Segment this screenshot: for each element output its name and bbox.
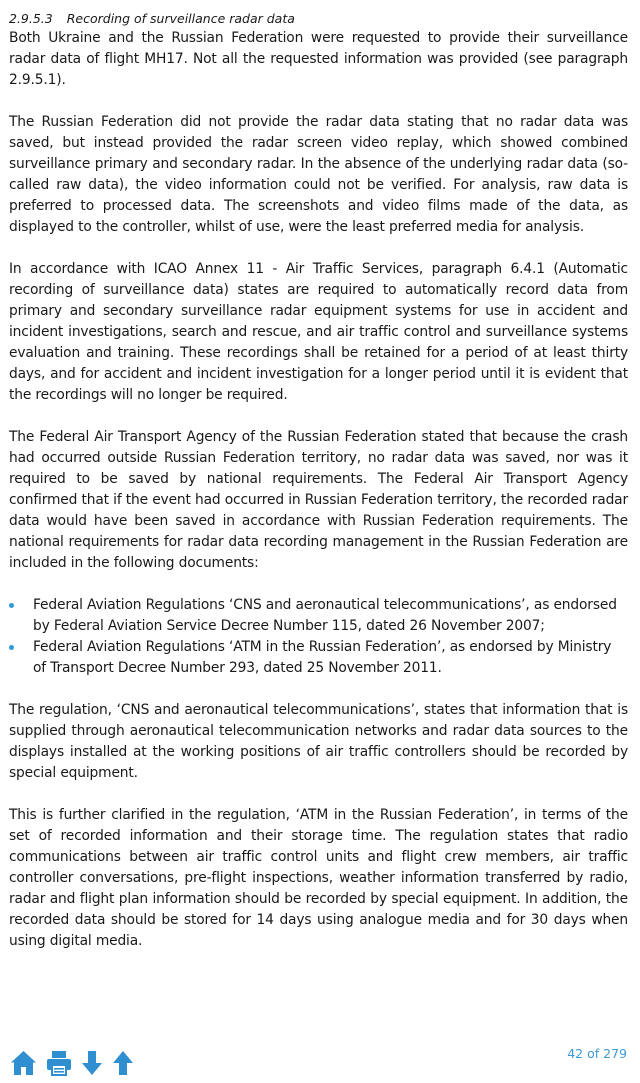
bullet-dot [9, 645, 14, 650]
list-item-text: Federal Aviation Regulations ‘ATM in the Russian Federation’, as endorsed by Ministry of Transport Decree Number 293, dated 25 November 2011. [33, 639, 612, 676]
paragraph-6: This is further clarified in the regulation, ‘ATM in the Russian Federation’, in terms of the set of recorded information and their storage time. The regulation states that radio communications between air traffic control units and flight crew members, air traffic controller conversations, pre-flight inspections, weather information transferred by radio, radar and flight plan information should be recorded by special equipment. In addition, the recorded data should be stored for 14 days using analogue media and for 30 days when using digital media. [9, 807, 628, 949]
document-page [9, 10, 628, 973]
arrow-up-icon[interactable] [112, 1050, 134, 1080]
list-item [9, 637, 628, 679]
regulations-list [9, 595, 628, 679]
paragraph-4: The Federal Air Transport Agency of the Russian Federation stated that because the crash had occurred outside Russian Federation territory, no radar data was saved, nor was it required to be saved by national requirements. The Federal Air Transport Agency confirmed that if the event had occurred in Russian Federation territory, the recorded radar data would have been saved in accordance with Russian Federation requirements. The national requirements for radar data recording management in the Russian Federation are included in the following documents: [9, 429, 628, 571]
list-item-text: Federal Aviation Regulations ‘CNS and aeronautical telecommunications’, as endorsed by Federal Aviation Service Decree Number 115, dated 26 November 2007; [33, 597, 617, 634]
section-title: Recording of surveillance radar data [66, 11, 295, 26]
print-icon[interactable] [46, 1050, 72, 1080]
bullet-dot [9, 603, 14, 608]
section-number: 2.9.5.3 [9, 11, 53, 26]
home-icon[interactable] [10, 1050, 37, 1080]
nav-icon-group [10, 1050, 134, 1080]
footer-nav [0, 1040, 640, 1083]
paragraph-5: The regulation, ‘CNS and aeronautical telecommunications’, states that information that is supplied through aeronautical telecommunication networks and radar data sources to the displays installed at the working positions of air traffic controllers should be recorded by special equipment. [9, 702, 628, 781]
paragraph-3: In accordance with ICAO Annex 11 - Air Traffic Services, paragraph 6.4.1 (Automatic recording of surveillance data) states are required to automatically record data from primary and secondary surveillance radar equipment systems for use in accident and incident investigations, search and rescue, and air traffic control and surveillance systems evaluation and training. These recordings shall be retained for a period of at least thirty days, and for accident and incident investigation for a longer period until it is evident that the recordings will no longer be required. [9, 261, 628, 403]
section-heading [9, 10, 628, 28]
page-counter: 42 of 279 [567, 1046, 627, 1061]
list-item [9, 595, 628, 637]
paragraph-2: The Russian Federation did not provide the radar data stating that no radar data was saved, but instead provided the radar screen video replay, which showed combined surveillance primary and secondary radar. In the absence of the underlying radar data (so-called raw data), the video information could not be verified. For analysis, raw data is preferred to processed data. The screenshots and video films made of the data, as displayed to the controller, whilst of use, were the least preferred media for analysis. [9, 114, 628, 235]
paragraph-1: Both Ukraine and the Russian Federation were requested to provide their surveillance radar data of flight MH17. Not all the requested information was provided (see paragraph 2.9.5.1). [9, 30, 628, 88]
arrow-down-icon[interactable] [81, 1050, 103, 1080]
